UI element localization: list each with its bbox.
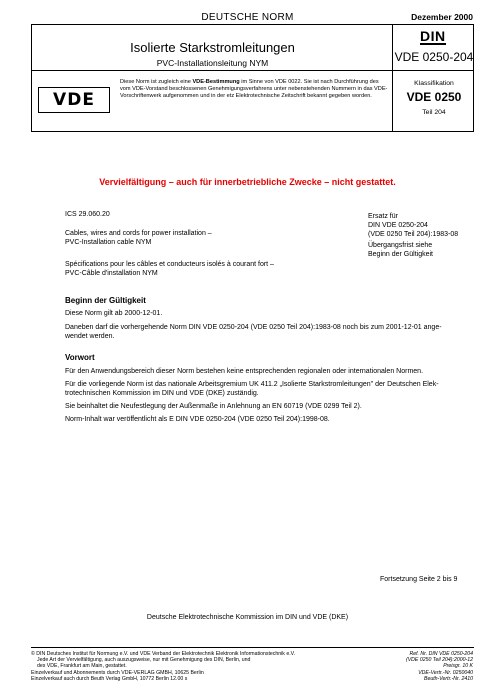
ersatz-line-4: Übergangsfrist siehe [368,242,433,249]
title-french-line-2: PVC-Câble d'installation NYM [65,270,158,277]
beginn-paragraph-2-line-2: wendet werden. [65,333,115,340]
beginn-paragraph-1: Diese Norm gilt ab 2000-12-01. [65,310,163,317]
copyright-line-2: Jede Art der Vervielfältigung, auch auszugsweise, nur mit Genehmigung des DIN, Berlin, und [37,657,251,664]
ersatz-line-1: Ersatz für [368,213,398,220]
title-french [65,260,315,278]
notice-part-2: VDE-Bestimmung [192,79,240,85]
reference-line-3: Preisgr. 10 K [443,663,473,670]
teil-label: Teil 204 [422,109,446,116]
vde-notice [120,79,390,101]
ersatz-line-5: Beginn der Gültigkeit [368,251,433,258]
reference-numbers [353,651,473,682]
document-type-heading: DEUTSCHE NORM [201,12,294,23]
ersatz-line-2: DIN VDE 0250-204 [368,222,428,229]
ersatz-line-3: (VDE 0250 Teil 204):1983-08 [368,231,459,238]
vorwort-paragraph-2-line-1: Für die vorliegende Norm ist das nationale Arbeitsgremium UK 411.2 „Isolierte Starkstromleitungen" der Deutschen Elek- [65,381,439,388]
title-english-line-2: PVC-Installation cable NYM [65,239,152,246]
copyright-line-3: des VDE, Frankfurt am Main, gestattet. [37,663,127,670]
commission-name: Deutsche Elektrotechnische Kommission im DIN und VDE (DKE) [146,614,349,621]
publication-date: Dezember 2000 [411,12,473,22]
vorwort-paragraph-3: Sie beinhaltet die Neufestlegung der Außenmaße in Anlehnung an EN 60719 (VDE 0299 Teil 2). [65,403,362,410]
footer-rule [31,647,474,648]
vde-logo: VDE [38,87,110,113]
document-subtitle: PVC-Installationsleitung NYM [156,58,269,68]
vorwort-paragraph-1: Für den Anwendungsbereich dieser Norm bestehen keine entsprechenden regionalen oder internationalen Normen. [65,368,424,375]
title-box [31,24,474,132]
notice-part-3: im Sinne von VDE 0022. Sie ist nach Durchführung des vom VDE-Vorstand beschlossenen Genehmigungsverfahrens unter nebenstehenden Nummern in das VDE-Vorschriftenwerk aufgenommen und in der etz Elektrotechnische Zeitschrift bekannt gegeben worden. [120,79,388,100]
reference-line-2: (VDE 0250 Teil 204):2000-12 [405,657,473,664]
heading-vorwort: Vorwort [65,353,95,362]
reference-line-1: Ref. Nr. DIN VDE 0250-204 [409,651,473,657]
copyright-line-4: Einzelverkauf und Abonnements durch VDE-VERLAG GMBH, 10625 Berlin [31,669,204,676]
din-logo: DIN [420,28,446,44]
document-title: Isolierte Starkstromleitungen [130,40,295,55]
heading-beginn: Beginn der Gültigkeit [65,296,146,305]
din-vde-number: VDE 0250-204 [394,50,474,64]
replacement-info [368,212,478,259]
continuation-note: Fortsetzung Seite 2 bis 9 [380,576,458,583]
vorwort-paragraph-2-line-2: trotechnischen Kommission im DIN und VDE (DKE) zuständig. [65,390,259,397]
vorwort-paragraph-2 [65,380,470,398]
notice-part-1: Diese Norm ist zugleich eine [120,79,193,85]
reference-line-5: Beuth-Vertr.-Nr. 2410 [423,675,473,682]
vorwort-paragraph-4: Norm-Inhalt war veröffentlicht als E DIN VDE 0250-204 (VDE 0250 Teil 204):1998-08. [65,416,330,423]
copyright-line-5: Einzelverkauf auch durch Beuth Verlag GmbH, 10772 Berlin 12.00 s [31,675,188,682]
klassifikation-value: VDE 0250 [406,90,462,104]
copyright-notice [31,651,391,682]
beginn-paragraph-2-line-1: Daneben darf die vorhergehende Norm DIN VDE 0250-204 (VDE 0250 Teil 204):1983-08 noch bis zum 2001-12-01 ange- [65,324,442,331]
box-divider-vertical [392,25,393,131]
title-english-line-1: Cables, wires and cords for power installation – [65,230,212,237]
title-english [65,229,295,247]
title-french-line-1: Spécifications pour les câbles et conducteurs isolés à courant fort – [65,261,274,268]
beginn-paragraph-2 [65,323,470,341]
copyright-line-1: © DIN Deutsches Institut für Normung e.V. und VDE Verband der Elektrotechnik Elektronik Informationstechnik e.V. [31,651,296,657]
reference-line-4: VDE-Vertr.-Nr. 0250040 [418,669,473,676]
ics-code: ICS 29.060.20 [65,211,110,218]
copy-warning: Vervielfältigung – auch für innerbetriebliche Zwecke – nicht gestattet. [99,177,396,187]
box-divider-horizontal [32,70,473,71]
klassifikation-label: Klassifikation [414,80,454,87]
